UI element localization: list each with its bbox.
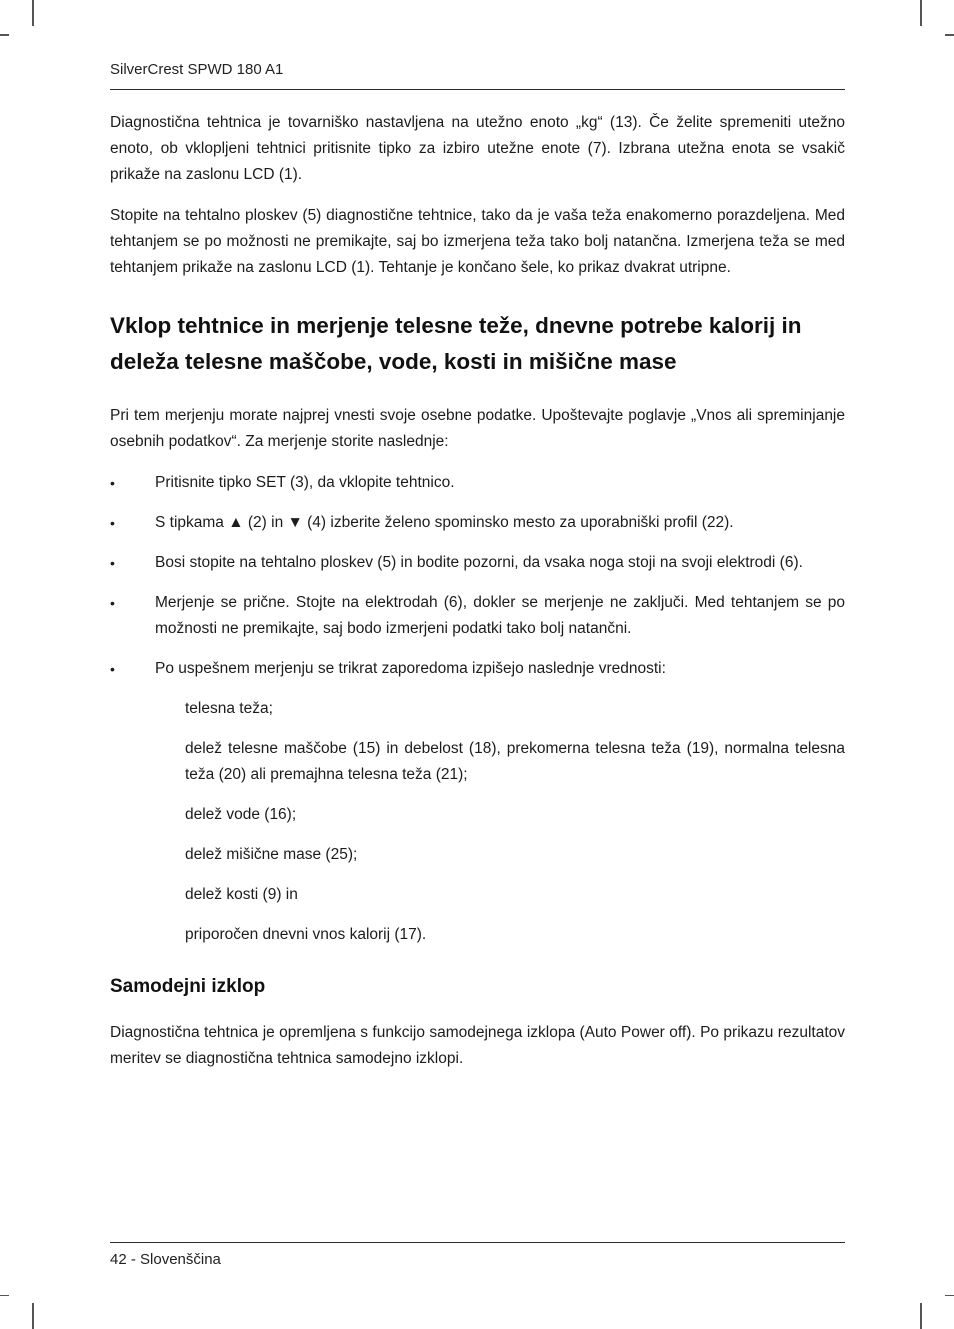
paragraph-weighing-instructions: Stopite na tehtalno ploskev (5) diagnostične tehtnice, tako da je vaša teža enakomerno porazdeljena. Med tehtanjem se po možnosti ne premikajte, saj bo izmerjena teža tako bolj natančna. Izmerjena teža se med tehtanjem prikaže na zaslonu LCD (1). Tehtanje je končano šele, ko prikaz dvakrat utripne. — [110, 207, 845, 276]
bullet-icon: • — [110, 595, 115, 611]
crop-mark-bottom-right-horizontal — [945, 1295, 954, 1297]
list-item — [110, 550, 845, 576]
bullet-icon: • — [110, 661, 115, 677]
result-item: telesna teža; — [185, 700, 273, 717]
measurement-results-list — [110, 696, 845, 948]
crop-mark-top-right-horizontal — [945, 34, 954, 36]
bullet-icon: • — [110, 555, 115, 571]
result-item: priporočen dnevni vnos kalorij (17). — [185, 926, 427, 943]
page-header-title: SilverCrest SPWD 180 A1 — [110, 61, 284, 78]
crop-mark-bottom-left-vertical — [32, 1303, 34, 1329]
paragraph-unit-setting: Diagnostična tehtnica je tovarniško nastavljena na utežno enoto „kg“ (13). Če želite spremeniti utežno enoto, ob vklopljeni tehtnici pritisnite tipko za izbiro utežne enote (7). Izbrana utežna enota se vsakič prikaže na zaslonu LCD (1). — [110, 114, 845, 183]
list-item — [110, 590, 845, 642]
section-heading-auto-off: Samodejni izklop — [110, 976, 266, 997]
result-item: delež mišične mase (25); — [185, 846, 358, 863]
list-item — [110, 510, 845, 536]
result-item: delež kosti (9) in — [185, 886, 298, 903]
crop-mark-top-left-vertical — [32, 0, 34, 26]
instruction-list — [110, 470, 845, 682]
crop-mark-top-left-horizontal — [0, 34, 9, 36]
list-item-text: Po uspešnem merjenju se trikrat zaporedoma izpišejo naslednje vrednosti: — [155, 660, 666, 677]
list-item-text: Pritisnite tipko SET (3), da vklopite tehtnico. — [155, 474, 455, 491]
crop-mark-top-right-vertical — [920, 0, 922, 26]
page-footer — [110, 1242, 845, 1268]
paragraph-personal-data: Pri tem merjenju morate najprej vnesti svoje osebne podatke. Upoštevajte poglavje „Vnos ali spreminjanje osebnih podatkov“. Za merjenje storite naslednje: — [110, 407, 845, 450]
list-item — [110, 656, 845, 682]
list-item-text: S tipkama ▲ (2) in ▼ (4) izberite želeno spominsko mesto za uporabniški profil (22). — [155, 514, 734, 531]
crop-mark-bottom-right-vertical — [920, 1303, 922, 1329]
bullet-icon: • — [110, 475, 115, 491]
header-divider — [110, 89, 845, 90]
list-item-text: Merjenje se prične. Stojte na elektrodah (6), dokler se merjenje ne zaključi. Med tehtanjem se po možnosti ne premikajte, saj bodo izmerjeni podatki tako bolj natančni. — [155, 594, 845, 637]
result-item: delež telesne maščobe (15) in debelost (18), prekomerna telesna teža (19), normalna telesna teža (20) ali premajhna telesna teža (21); — [185, 740, 845, 783]
section-heading-measurement: Vklop tehtnice in merjenje telesne teže, dnevne potrebe kalorij in deleža telesne maščobe, vode, kosti in mišične mase — [110, 313, 802, 374]
crop-mark-bottom-left-horizontal — [0, 1295, 9, 1297]
paragraph-auto-off: Diagnostična tehtnica je opremljena s funkcijo samodejnega izklopa (Auto Power off). Po prikazu rezultatov meritev se diagnostična tehtnica samodejno izklopi. — [110, 1024, 845, 1067]
list-item-text: Bosi stopite na tehtalno ploskev (5) in bodite pozorni, da vsaka noga stoji na svoji elektrodi (6). — [155, 554, 803, 571]
bullet-icon: • — [110, 515, 115, 531]
page-number: 42 - Slovenščina — [110, 1251, 221, 1268]
result-item: delež vode (16); — [185, 806, 297, 823]
page-content — [110, 60, 845, 1087]
list-item — [110, 470, 845, 496]
